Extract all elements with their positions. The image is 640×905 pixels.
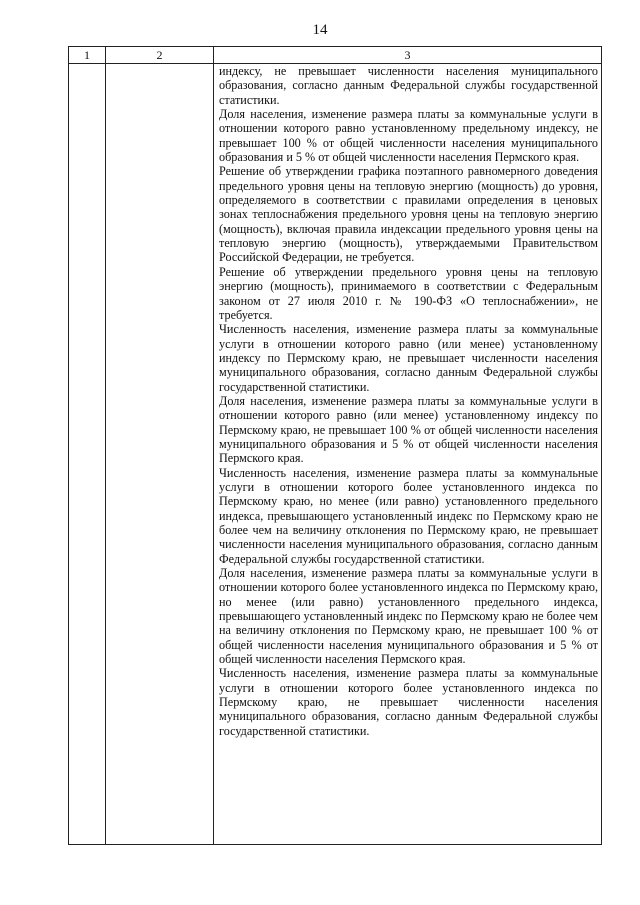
cell-col-3	[214, 64, 602, 845]
paragraph-6: Доля населения, изменение размера платы за коммунальные услуги в отношении которого равно (или менее) установленному индексу по Пермскому краю, не превышает 100 % от общей численности населения муниципального образования и 5 % от общей численности населения Пермского края.	[219, 393, 598, 466]
column-header-3: 3	[214, 47, 602, 64]
paragraph-1: индексу, не превышает численности населения муниципального образования, согласно данным Федеральной службы государственной статистики.	[219, 64, 598, 107]
paragraph-2: Доля населения, изменение размера платы за коммунальные услуги в отношении которого равно установленному предельному индексу, не превышает 100 % от общей численности населения муниципального образования и 5 % от общей численности населения Пермского края.	[219, 107, 598, 165]
paragraph-8: Доля населения, изменение размера платы за коммунальные услуги в отношении которого более установленного индекса по Пермскому краю, но менее (или равно) установленного предельного индекса, превышающего установленный индекс по Пермскому краю не более чем на величину отклонения по Пермскому краю, не превышает 100 % от общей численности населения муниципального образования и 5 % от общей численности населения Пермского края.	[219, 566, 598, 667]
cell-col-1	[69, 64, 106, 845]
table-header-row	[69, 47, 602, 64]
paragraph-3: Решение об утверждении графика поэтапного равномерного доведения предельного уровня цены на тепловую энергию (мощность) до уровня, определяемого в соответствии с правилами определения в ценовых зонах теплоснабжения предельного уровня цены на тепловую энергию (мощность), включая правила индексации предельного уровня цены на тепловую энергию (мощность), утверждаемыми Правительством Российской Федерации, не требуется.	[219, 164, 598, 265]
paragraph-9: Численность населения, изменение размера платы за коммунальные услуги в отношении которого более установленного индекса по Пермскому краю, не превышает численности населения муниципального образования, согласно данным Федеральной службы государственной статистики.	[219, 666, 598, 738]
table-row	[69, 64, 602, 845]
column-header-2: 2	[106, 47, 214, 64]
paragraph-4: Решение об утверждении предельного уровня цены на тепловую энергию (мощность), принимаемого в соответствии с Федеральным законом от 27 июля 2010 г. № 190-ФЗ «О теплоснабжении», не требуется.	[219, 264, 598, 322]
column-header-1: 1	[69, 47, 106, 64]
cell-col-2	[106, 64, 214, 845]
paragraph-5: Численность населения, изменение размера платы за коммунальные услуги в отношении которого равно (или менее) установленному индексу по Пермскому краю, не превышает численности населения муниципального образования, согласно данным Федеральной службы государственной статистики.	[219, 322, 598, 394]
page-number: 14	[312, 22, 328, 38]
paragraph-7: Численность населения, изменение размера платы за коммунальные услуги в отношении которого более установленного индекса по Пермскому краю, но менее (или равно) установленного предельного индекса, превышающего установленный индекс по Пермскому краю не более чем на величину отклонения по Пермскому краю, не превышает численности населения муниципального образования, согласно данным Федеральной службы государственной статистики.	[219, 465, 598, 566]
document-table	[68, 46, 602, 845]
